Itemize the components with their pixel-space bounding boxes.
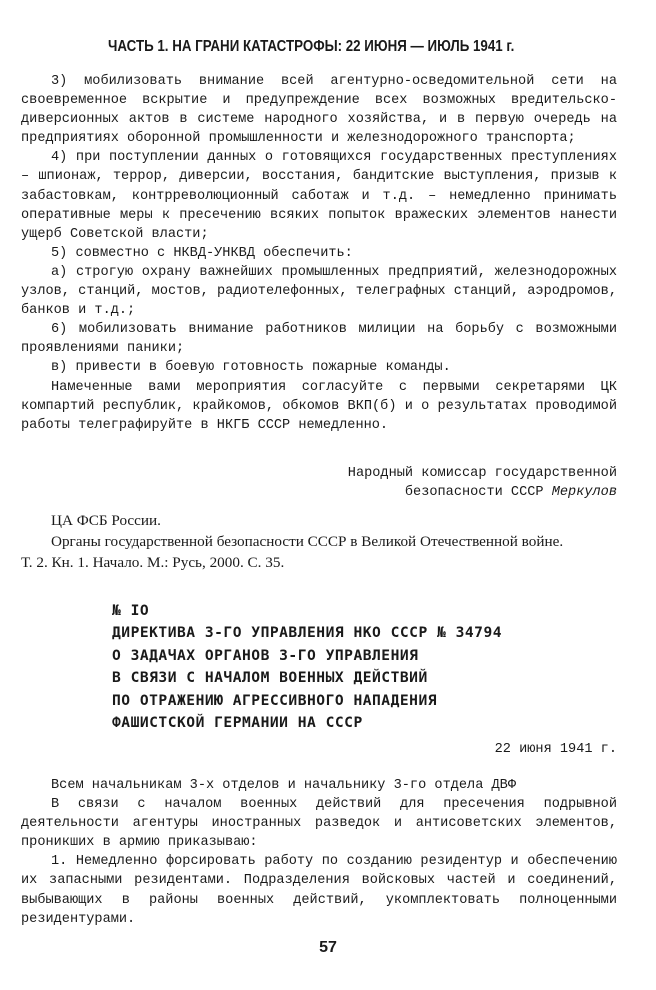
signature-title-line2	[21, 483, 617, 502]
paragraph-preamble: В связи с началом военных действий для пресечения подрывной деятельности агентуры иностранных разведок и антисоветских элементов, проникших в армию приказываю:	[21, 797, 617, 851]
paragraph-item-5: 5) совместно с НКВД-УНКВД обеспечить:	[51, 245, 353, 261]
paragraph-closing: Намеченные вами мероприятия согласуйте с первыми секретарями ЦК компартий республик, крайкомов, обкомов ВКП(б) и о результатах проводимой работы телеграфируйте в НКГБ СССР немедленно.	[21, 379, 617, 433]
page-number: 57	[319, 939, 337, 956]
signature-title-line1: Народный комиссар государственной	[347, 466, 617, 481]
paragraph-item-3: 3) мобилизовать внимание всей агентурно-осведомительной сети на своевременное вскрытие и предупреждение всех возможных вредительско-диверсионных актов в системе народного хозяйства, и в первую очередь на предприятиях оборонной промышленности и железнодорожного транспорта;	[21, 74, 617, 147]
source-citation-line2: Т. 2. Кн. 1. Начало. М.: Русь, 2000. С. 35.	[21, 554, 285, 571]
document-title-line: ПО ОТРАЖЕНИЮ АГРЕССИВНОГО НАПАДЕНИЯ	[112, 691, 438, 709]
paragraph-item-6: 6) мобилизовать внимание работников милиции на борьбу с возможными проявлениями паники;	[21, 322, 617, 357]
document-title-line: ФАШИСТСКОЙ ГЕРМАНИИ НА СССР	[112, 714, 363, 732]
document-title-line: О ЗАДАЧАХ ОРГАНОВ 3-ГО УПРАВЛЕНИЯ	[112, 646, 419, 664]
running-header: ЧАСТЬ 1. НА ГРАНИ КАТАСТРОФЫ: 22 ИЮНЯ — ИЮЛЬ 1941 г.	[108, 38, 515, 55]
paragraph-order-1: 1. Немедленно форсировать работу по созданию резидентур и обеспечению их запасными резидентами. Подразделения войсковых частей и соединений, выбывающих в районы военных действий, укомплектовать полноценными резидентурами.	[21, 854, 617, 927]
paragraph-item-5a: а) строгую охрану важнейших промышленных предприятий, железнодорожных узлов, станций, мостов, радиотелефонных, телеграфных станций, аэродромов, банков и т.д.;	[21, 264, 617, 319]
document-date: 22 июня 1941 г.	[494, 742, 617, 757]
signature-block	[21, 464, 617, 502]
document-number: № IO	[112, 602, 150, 619]
document-heading	[112, 600, 502, 734]
addressee-line: Всем начальникам 3-х отделов и начальнику 3-го отдела ДВФ	[51, 778, 516, 793]
lower-text-block	[21, 776, 617, 929]
paragraph-item-6v: в) привести в боевую готовность пожарные команды.	[51, 360, 451, 376]
source-archive: ЦА ФСБ России.	[51, 512, 161, 529]
upper-text-block	[21, 72, 617, 435]
signature-name: Меркулов	[551, 485, 617, 501]
source-block	[21, 510, 617, 573]
paragraph-item-4: 4) при поступлении данных о готовящихся государственных преступлениях – шпионаж, террор, диверсии, восстания, бандитские выступления, призыв к забастовкам, контрреволюционный саботаж и т.д. – немедленно принимать оперативные меры к пресечению всяких попыток вражеских элементов нанести ущерб Советской власти;	[21, 150, 617, 242]
source-citation-line1: Органы государственной безопасности СССР в Великой Отечественной войне.	[51, 533, 564, 550]
signature-title-text: безопасности СССР	[404, 485, 544, 501]
document-title-line: ДИРЕКТИВА 3-ГО УПРАВЛЕНИЯ НКО СССР № 34794	[112, 624, 503, 642]
document-title-line: В СВЯЗИ С НАЧАЛОМ ВОЕННЫХ ДЕЙСТВИЙ	[112, 669, 428, 687]
